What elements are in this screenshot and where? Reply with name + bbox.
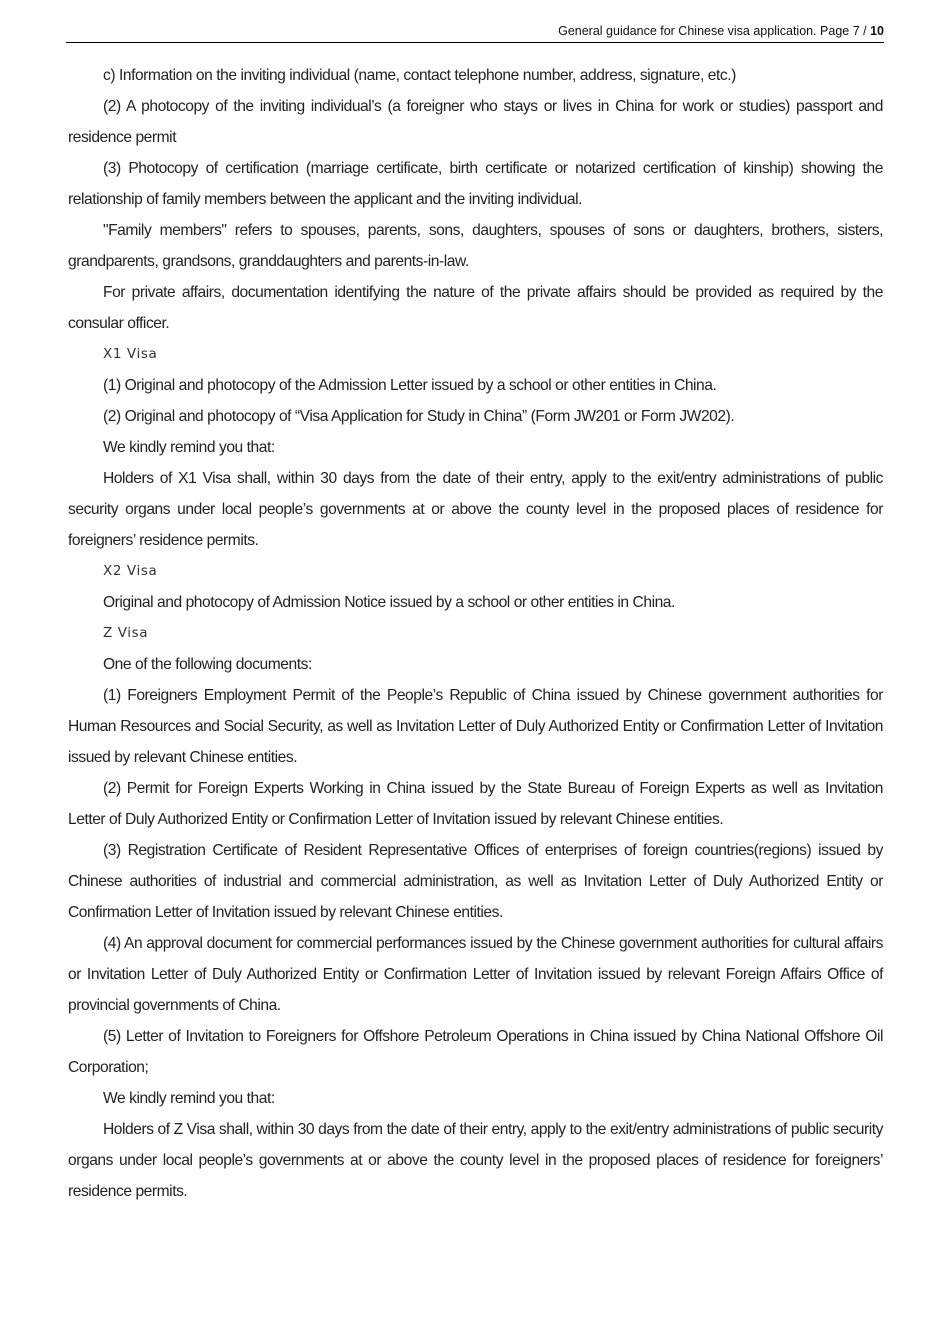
paragraph: For private affairs, documentation identifying the nature of the private affairs should be provided as required by the consular officer. — [68, 284, 883, 332]
paragraph: (3) Photocopy of certification (marriage certificate, birth certificate or notarized certification of kinship) showing the relationship of family members between the applicant and the inviting individual. — [68, 160, 883, 208]
paragraph: (2) Original and photocopy of “Visa Application for Study in China” (Form JW201 or Form JW202). — [103, 408, 735, 425]
section-heading-z-visa: Z Visa — [103, 625, 149, 641]
paragraph: (2) A photocopy of the inviting individual’s (a foreigner who stays or lives in China for work or studies) passport and residence permit — [68, 98, 883, 146]
paragraph: (4) An approval document for commercial performances issued by the Chinese government authorities for cultural affairs or Invitation Letter of Duly Authorized Entity or Confirmation Letter of Invitation issued by relevant Foreign Affairs Office of provincial governments of China. — [68, 935, 883, 1014]
page-header — [66, 20, 884, 43]
paragraph: Holders of Z Visa shall, within 30 days from the date of their entry, apply to the exit/entry administrations of public security organs under local people’s governments at or above the county level in the proposed places of residence for foreigners’ residence permits. — [68, 1121, 883, 1200]
paragraph: Original and photocopy of Admission Notice issued by a school or other entities in China. — [103, 594, 675, 611]
paragraph: (2) Permit for Foreign Experts Working in China issued by the State Bureau of Foreign Experts as well as Invitation Letter of Duly Authorized Entity or Confirmation Letter of Invitation issued by relevant Chinese entities. — [68, 780, 883, 828]
paragraph: We kindly remind you that: — [103, 439, 275, 456]
header-title: General guidance for Chinese visa application. Page 7 / — [558, 24, 871, 38]
paragraph: Holders of X1 Visa shall, within 30 days from the date of their entry, apply to the exit/entry administrations of public security organs under local people’s governments at or above the county level in the proposed places of residence for foreigners’ residence permits. — [68, 470, 883, 549]
paragraph: We kindly remind you that: — [103, 1090, 275, 1107]
paragraph: "Family members" refers to spouses, parents, sons, daughters, spouses of sons or daughters, brothers, sisters, grandparents, grandsons, granddaughters and parents-in-law. — [68, 222, 883, 270]
paragraph: (5) Letter of Invitation to Foreigners for Offshore Petroleum Operations in China issued by China National Offshore Oil Corporation; — [68, 1028, 883, 1076]
document-body — [68, 60, 883, 1207]
paragraph: One of the following documents: — [103, 656, 312, 673]
paragraph: (3) Registration Certificate of Resident Representative Offices of enterprises of foreign countries(regions) issued by Chinese authorities of industrial and commercial administration, as well as Invitation Letter of Duly Authorized Entity or Confirmation Letter of Invitation issued by relevant Chinese entities. — [68, 842, 883, 921]
section-heading-x2-visa: X2 Visa — [103, 563, 158, 579]
paragraph: (1) Original and photocopy of the Admission Letter issued by a school or other entities in China. — [103, 377, 717, 394]
paragraph: (1) Foreigners Employment Permit of the People’s Republic of China issued by Chinese government authorities for Human Resources and Social Security, as well as Invitation Letter of Duly Authorized Entity or Confirmation Letter of Invitation issued by relevant Chinese entities. — [68, 687, 883, 766]
header-total-pages: 10 — [870, 24, 884, 38]
section-heading-x1-visa: X1 Visa — [103, 346, 158, 362]
paragraph: c) Information on the inviting individual (name, contact telephone number, address, signature, etc.) — [103, 67, 736, 84]
